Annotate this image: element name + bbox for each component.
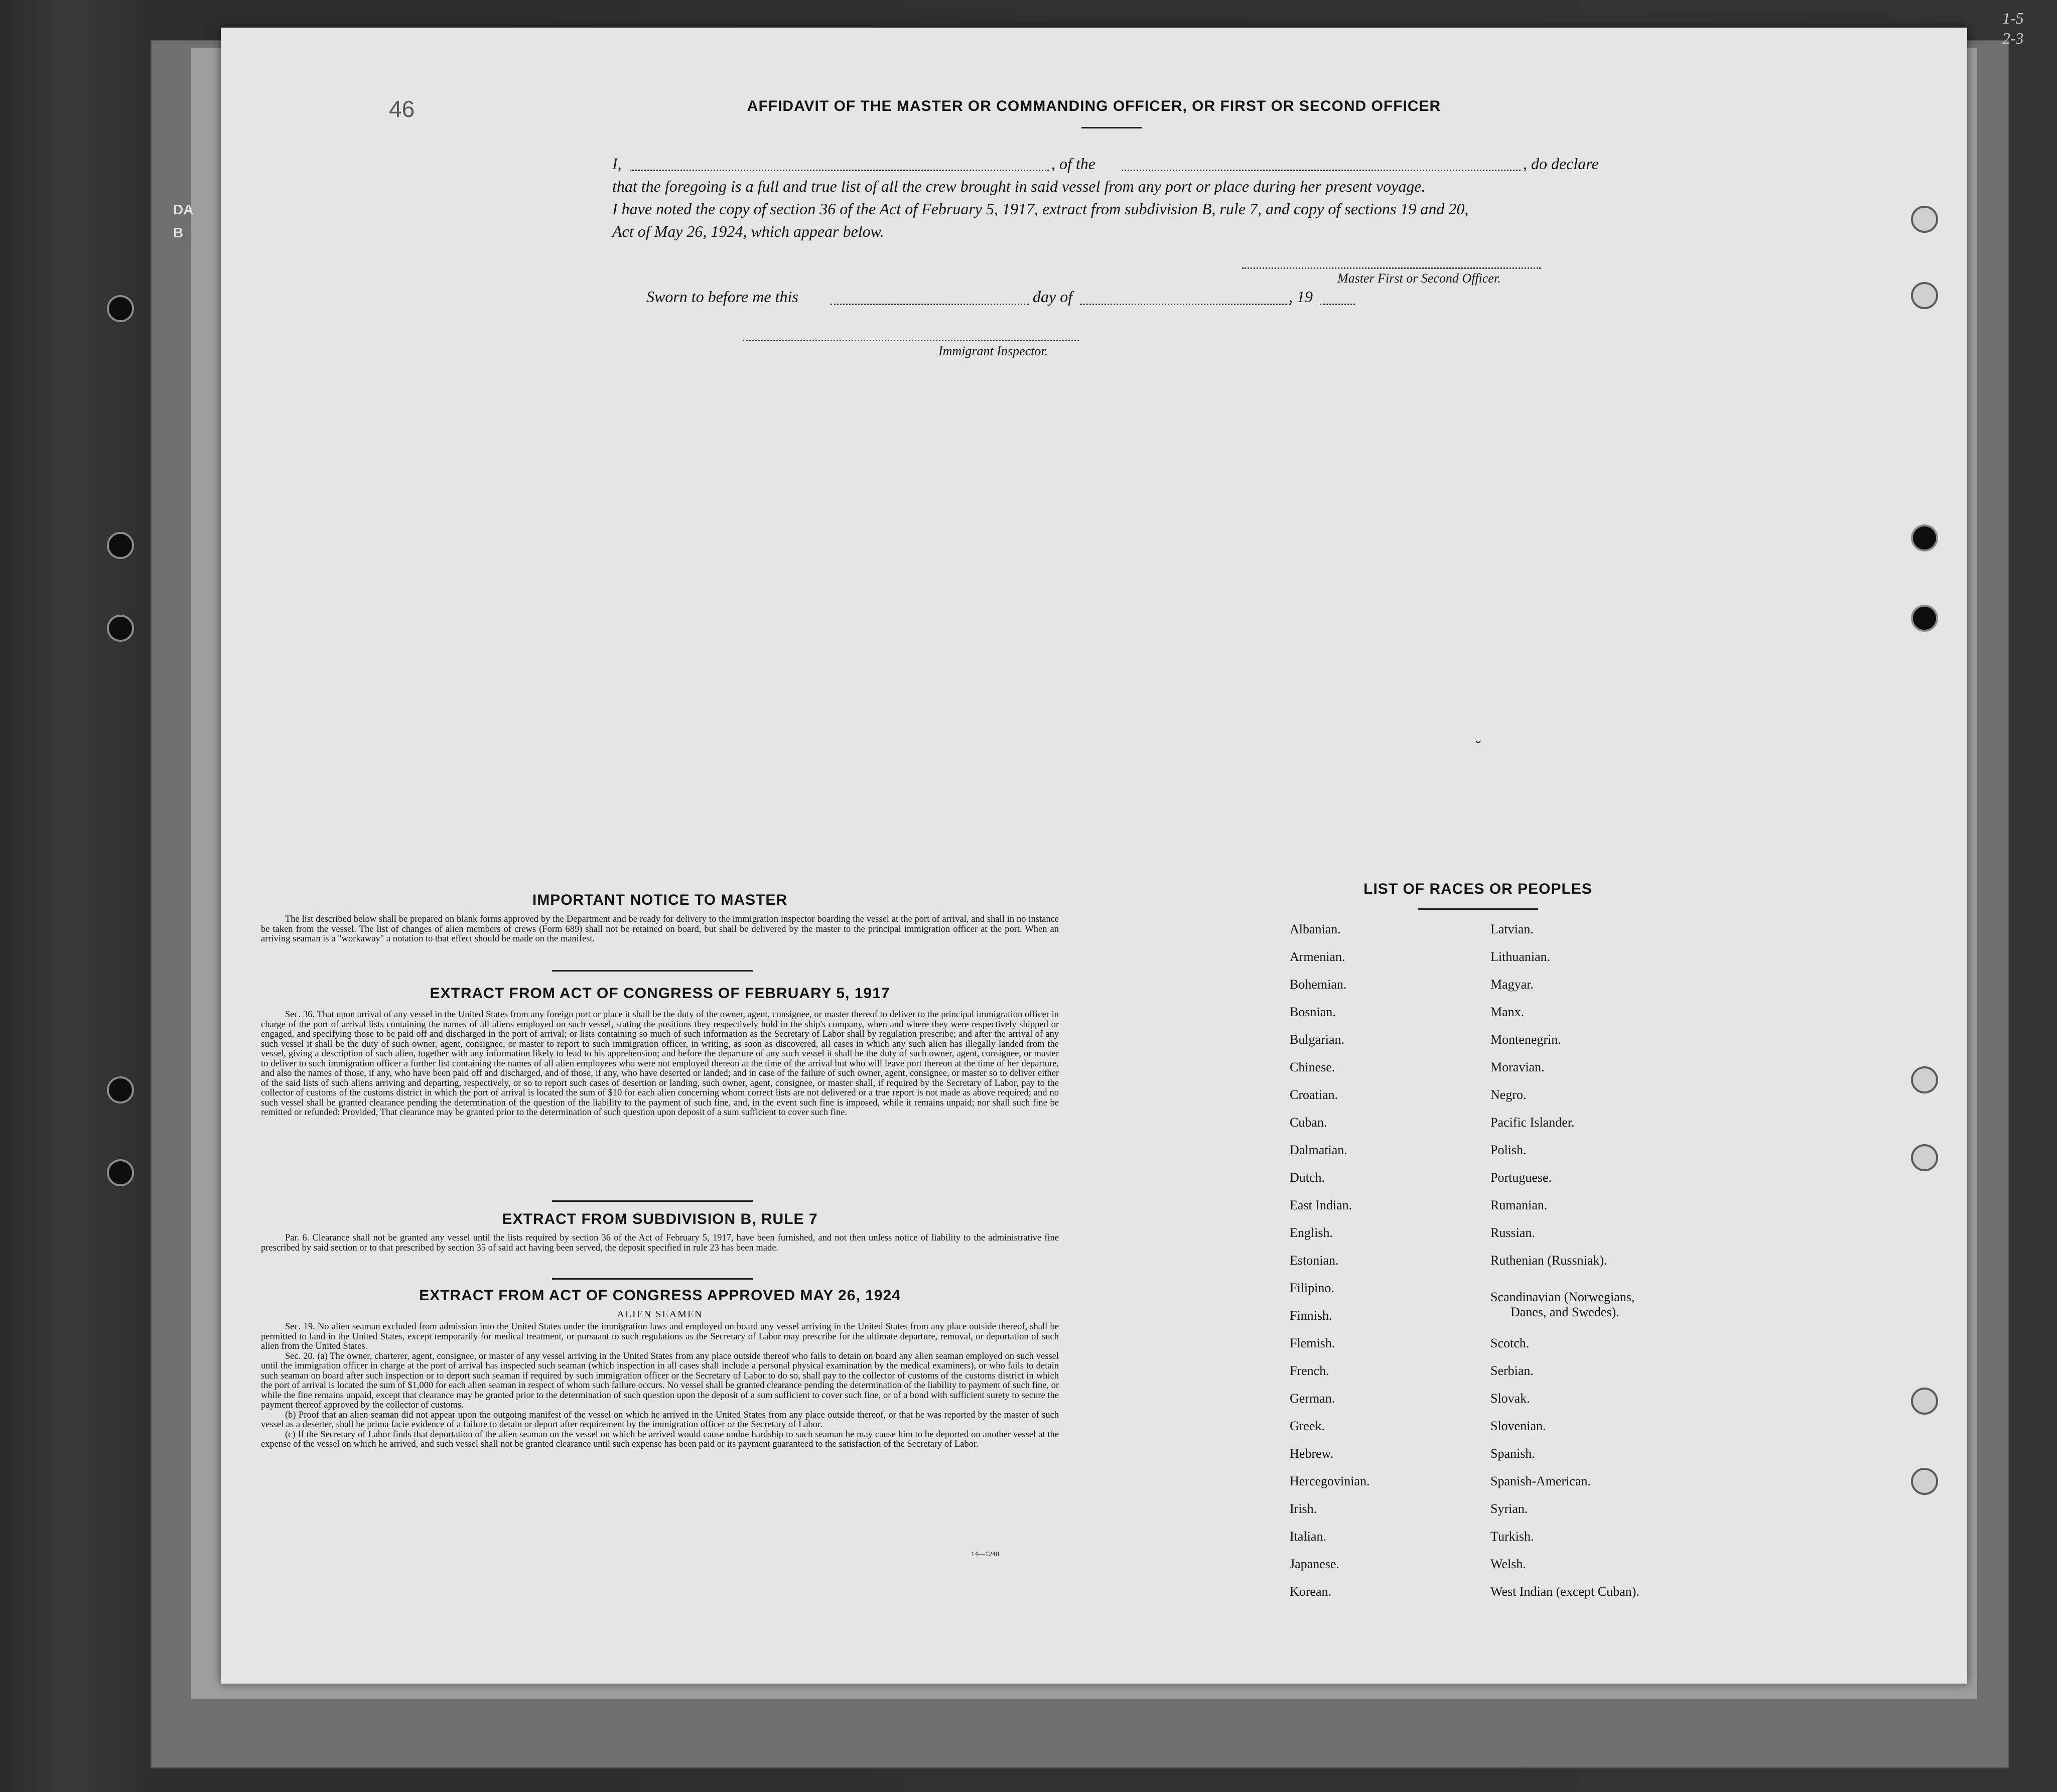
left-strip-fragment: DA [173, 202, 194, 217]
extract-1917-heading: EXTRACT FROM ACT OF CONGRESS OF FEBRUARY 5, 1917 [430, 985, 890, 1002]
punch-hole-icon [1911, 1066, 1938, 1093]
race-item: German. [1290, 1391, 1335, 1406]
race-item: Cuban. [1290, 1115, 1327, 1130]
race-item: Russian. [1490, 1225, 1535, 1240]
race-item: Danes, and Swedes). [1511, 1305, 1619, 1319]
rule7-paragraph: Par. 6. Clearance shall not be granted any vessel until the lists required by section 36 of the Act of February 5, 1917, have been furnished, and not then unless notice of liability to the administrative fine prescribed by said section or to that prescribed by section 35 of said act having been served, the deposit specified in rule 23 has been made. [261, 1233, 1059, 1253]
stray-mark: ˘ [1475, 738, 1481, 756]
sworn-month-field[interactable] [1080, 304, 1291, 305]
section-20b-paragraph: (b) Proof that an alien seaman did not appear upon the outgoing manifest of the vessel on which he arrived in the United States from any place outside thereof, or that he was reported by the master of such vessel as a deserter, shall be prima facie evidence of a failure to detain or deport after requirement by the immigration officer or the Secretary of Labor. [261, 1410, 1059, 1430]
notice-heading: IMPORTANT NOTICE TO MASTER [532, 892, 788, 908]
race-item: Albanian. [1290, 922, 1341, 936]
race-item: Moravian. [1490, 1060, 1545, 1074]
notice-paragraph: The list described below shall be prepared on blank forms approved by the Department and be ready for delivery to the immigration inspector boarding the vessel at the port of arrival, and shall in no instance be taken from the vessel. The list of changes of alien members of crews (Form 689) shall not be retained on board, but shall be delivered by the master to the principal immigration officer at the port. When an arriving seaman is a "workaway" a notation to that effect should be made on the manifest. [261, 914, 1059, 944]
affidavit-line1-mid: , of the [1051, 155, 1095, 173]
race-item: Serbian. [1490, 1363, 1534, 1378]
master-name-field[interactable] [630, 170, 1049, 171]
sworn-day-field[interactable] [831, 304, 1029, 305]
race-item: Greek. [1290, 1419, 1325, 1433]
vessel-name-field[interactable] [1122, 170, 1521, 171]
race-item: Dalmatian. [1290, 1143, 1347, 1157]
races-heading-underline [1418, 908, 1538, 910]
race-item: Latvian. [1490, 922, 1534, 936]
punch-hole-icon [1911, 282, 1938, 309]
race-item: Korean. [1290, 1584, 1332, 1599]
race-item: Scandinavian (Norwegians, [1490, 1290, 1635, 1304]
extract-1924-heading: EXTRACT FROM ACT OF CONGRESS APPROVED MAY 26, 1924 [419, 1287, 901, 1304]
form-code: 14—1240 [971, 1551, 999, 1558]
race-item: Manx. [1490, 1005, 1525, 1019]
affidavit-line2: that the foregoing is a full and true list of all the crew brought in said vessel from any port or place during her present voyage. [612, 177, 1426, 195]
punch-hole-icon [1911, 206, 1938, 233]
race-item: Dutch. [1290, 1170, 1325, 1185]
section-divider [552, 970, 753, 972]
race-item: West Indian (except Cuban). [1490, 1584, 1639, 1599]
races-heading: LIST OF RACES OR PEOPLES [1363, 881, 1592, 897]
race-item: Scotch. [1490, 1336, 1530, 1350]
race-item: Chinese. [1290, 1060, 1335, 1074]
extract-1917-paragraph: Sec. 36. That upon arrival of any vessel in the United States from any foreign port or place it shall be the duty of the owner, agent, consignee, or master thereof to deliver to the principal immigration officer in charge of the port of arrival lists containing the names of all aliens employed on such vessel, stating the positions they respectively hold in the ship's company, when and where they were respectively shipped or engaged, and specifying those to be paid off and discharged in the port of arrival; or lists containing so much of such information as the Secretary of Labor shall by regulation prescribe; and after the arrival of any such vessel it shall be the duty of such owner, agent, consignee, or master to report to such immigration officer, in writing, as soon as discovered, all cases in which any such alien has illegally landed from the vessel, giving a description of such alien, together with any information likely to lead to his apprehension; and before the departure of any such vessel it shall be the duty of such owner, agent, consignee, or master to deliver to such immigration officer a further list containing the names of all alien employees who were not employed thereon at the time of the arrival but who will leave port thereon at the time of her departure, and also the names of those, if any, who have been paid off and discharged, and of those, if any, who have deserted or landed; and in case of the failure of such owner, agent, consignee, or master so to deliver either of the said lists of such aliens arriving and departing, respectively, or so to report such cases of desertion or landing, such owner, agent, consignee, or master shall, if required by the Secretary of Labor, pay to the collector of customs of the customs district in which the port of arrival is located the sum of $10 for each alien concerning whom correct lists are not delivered or a true report is not made as above required; and no such vessel shall be granted clearance pending the determination of the question of the liability to the payment of such fine, and, in the event such fine is imposed, while it remains unpaid; nor shall such fine be remitted or refunded: Provided, That clearance may be granted prior to the determination of such question upon deposit of a sum sufficient to cover such fine. [261, 1010, 1059, 1118]
race-item: Syrian. [1490, 1501, 1528, 1516]
race-item: East Indian. [1290, 1198, 1352, 1212]
sworn-start: Sworn to before me this [646, 288, 798, 306]
race-item: Spanish-American. [1490, 1474, 1591, 1488]
extract-1924-text [261, 1322, 1059, 1450]
master-caption: Master First or Second Officer. [1337, 271, 1501, 286]
sworn-year-field[interactable] [1320, 304, 1355, 305]
race-item: Magyar. [1490, 977, 1534, 992]
race-item: Filipino. [1290, 1281, 1334, 1295]
punch-hole-icon [1911, 1144, 1938, 1171]
race-item: French. [1290, 1363, 1329, 1378]
affidavit-title: AFFIDAVIT OF THE MASTER OR COMMANDING OFFICER, OR FIRST OR SECOND OFFICER [747, 98, 1441, 114]
race-item: Hebrew. [1290, 1446, 1334, 1461]
race-item: Lithuanian. [1490, 949, 1551, 964]
punch-hole-icon [1911, 1468, 1938, 1495]
race-item: Flemish. [1290, 1336, 1335, 1350]
race-item: Polish. [1490, 1143, 1527, 1157]
race-item: Armenian. [1290, 949, 1345, 964]
race-item: Spanish. [1490, 1446, 1535, 1461]
extract-1917-text [261, 1010, 1059, 1118]
binder-hole-icon [107, 1159, 134, 1186]
race-item: Montenegrin. [1490, 1032, 1561, 1047]
race-item: Negro. [1490, 1087, 1527, 1102]
section-20a-paragraph: Sec. 20. (a) The owner, charterer, agent, consignee, or master of any vessel arriving in the United States from any place outside thereof who fails to detain on board any alien seaman employed on such vessel until the immigration officer in charge at the port of arrival has inspected such seaman (which inspection in all cases shall include a personal physical examination by the medical examiners), or who fails to detain such seaman on board after such inspection or to deport such seaman if required by such immigration officer or the Secretary of Labor to do so, shall pay to the collector of customs of the customs district in which the port of arrival is located the sum of $1,000 for each alien seaman in respect of whom such failure occurs. No vessel shall be granted clearance pending the determination of the liability to payment of such fine, or while the fine remains unpaid, except that clearance may be granted prior to the determination of such question upon the deposit of a sum sufficient to cover such fine, or of a bond with sufficient surety to secure the payment thereof approved by the collector of customs. [261, 1351, 1059, 1410]
race-item: Japanese. [1290, 1557, 1339, 1571]
section-divider [552, 1278, 753, 1280]
rule7-text [261, 1233, 1059, 1253]
binder-hole-icon [107, 615, 134, 642]
left-strip-fragment: B [173, 225, 184, 240]
race-item: Welsh. [1490, 1557, 1526, 1571]
punch-hole-icon [1911, 1388, 1938, 1415]
section-20c-paragraph: (c) If the Secretary of Labor finds that deportation of the alien seaman on the vessel on which he arrived would cause undue hardship to such seaman he may cause him to be deported on another vessel at the expense of the vessel on which he arrived, and such vessel shall not be granted clearance until such expense has been paid or its payment guaranteed to the satisfaction of the Secretary of Labor. [261, 1429, 1059, 1449]
race-item: English. [1290, 1225, 1333, 1240]
binder-hole-icon [107, 295, 134, 322]
sworn-mid: day of [1033, 288, 1073, 306]
race-item: Italian. [1290, 1529, 1326, 1544]
race-item: Hercegovinian. [1290, 1474, 1370, 1488]
master-signature-field[interactable] [1242, 267, 1541, 269]
affidavit-line1-end: , do declare [1523, 155, 1599, 173]
race-item: Slovak. [1490, 1391, 1530, 1406]
race-item: Estonian. [1290, 1253, 1339, 1268]
binder-hole-icon [107, 532, 134, 559]
alien-seamen-subheading: ALIEN SEAMEN [617, 1309, 703, 1320]
inspector-signature-field[interactable] [743, 340, 1079, 341]
corner-annotation: 2-3 [2002, 29, 2024, 47]
race-item: Turkish. [1490, 1529, 1534, 1544]
corner-annotation: 1-5 [2002, 9, 2024, 27]
notice-text [261, 915, 1059, 944]
sworn-end: , 19 [1289, 288, 1313, 306]
page-number: 46 [389, 96, 415, 122]
manifest-page [221, 28, 1967, 1684]
punch-hole-icon [1911, 605, 1938, 632]
title-underline [1081, 127, 1142, 128]
race-item: Portuguese. [1490, 1170, 1552, 1185]
race-item: Ruthenian (Russniak). [1490, 1253, 1607, 1268]
inspector-caption: Immigrant Inspector. [938, 344, 1048, 358]
race-item: Bulgarian. [1290, 1032, 1345, 1047]
race-item: Finnish. [1290, 1308, 1332, 1323]
affidavit-line4: Act of May 26, 1924, which appear below. [612, 222, 884, 240]
race-item: Pacific Islander. [1490, 1115, 1575, 1130]
race-item: Bosnian. [1290, 1005, 1336, 1019]
affidavit-line3: I have noted the copy of section 36 of the Act of February 5, 1917, extract from subdivision B, rule 7, and copy of sections 19 and 20, [612, 200, 1469, 218]
race-item: Croatian. [1290, 1087, 1338, 1102]
section-divider [552, 1200, 753, 1202]
race-item: Irish. [1290, 1501, 1317, 1516]
race-item: Slovenian. [1490, 1419, 1546, 1433]
race-item: Rumanian. [1490, 1198, 1548, 1212]
punch-hole-icon [1911, 524, 1938, 552]
race-item: Bohemian. [1290, 977, 1347, 992]
binder-hole-icon [107, 1076, 134, 1104]
rule7-heading: EXTRACT FROM SUBDIVISION B, RULE 7 [502, 1211, 818, 1227]
affidavit-line1-start: I, [612, 155, 622, 173]
section-19-paragraph: Sec. 19. No alien seaman excluded from admission into the United States under the immigration laws and employed on board any vessel arriving in the United States from any place outside thereof, shall be permitted to land in the United States, except temporarily for medical treatment, or pursuant to such regulations as the Secretary of Labor may prescribe for the ultimate departure, removal, or deportation of such alien from the United States. [261, 1322, 1059, 1351]
